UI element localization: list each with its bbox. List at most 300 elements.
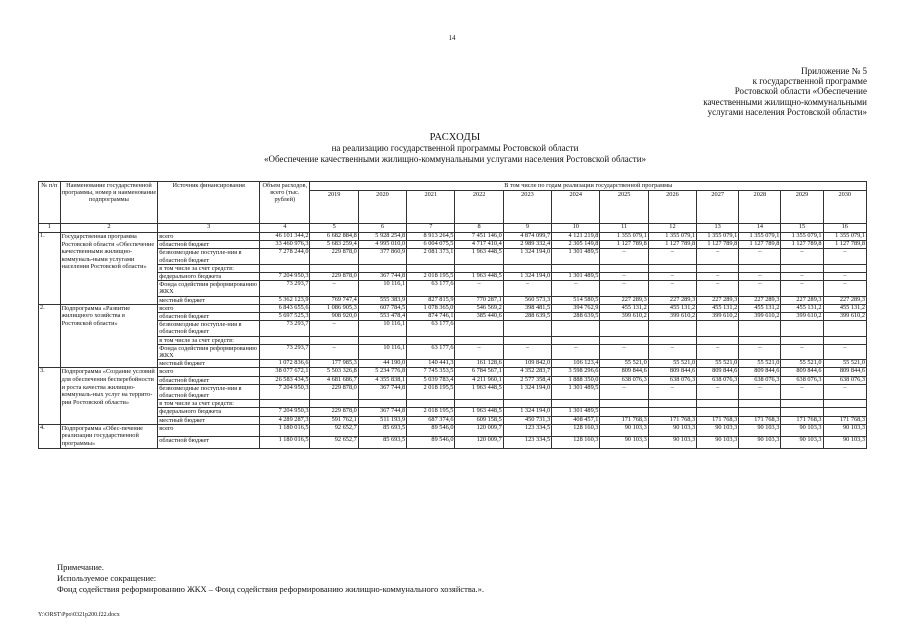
year-cell: 4 211 960,1 bbox=[455, 376, 503, 384]
year-cell bbox=[739, 400, 781, 408]
total-cell: 1 180 016,5 bbox=[260, 436, 310, 448]
year-cell bbox=[823, 400, 866, 408]
year-cell: 455 131,2 bbox=[648, 304, 696, 312]
table-row bbox=[39, 264, 867, 272]
year-cell: 90 103,3 bbox=[739, 424, 781, 436]
year-cell: 44 190,0 bbox=[358, 360, 406, 368]
year-cell: 1 127 789,8 bbox=[823, 241, 866, 249]
column-number: 9 bbox=[503, 224, 551, 233]
year-cell: 63 177,6 bbox=[407, 344, 455, 359]
year-cell: – bbox=[648, 344, 696, 359]
year-cell: 5 039 783,4 bbox=[407, 376, 455, 384]
year-cell: – bbox=[503, 344, 551, 359]
year-cell: 140 441,3 bbox=[407, 360, 455, 368]
year-cell: 1 324 194,0 bbox=[503, 273, 551, 281]
year-cell bbox=[407, 264, 455, 272]
year-cell: – bbox=[823, 384, 866, 399]
year-cell: 377 860,9 bbox=[358, 249, 406, 264]
year-cell bbox=[648, 321, 696, 336]
table-row bbox=[39, 400, 867, 408]
year-cell: 4 352 283,7 bbox=[503, 368, 551, 376]
funding-source: областной бюджет bbox=[158, 313, 260, 321]
year-cell: 560 573,3 bbox=[503, 296, 551, 304]
year-cell: 4 355 838,1 bbox=[358, 376, 406, 384]
year-cell: 90 103,3 bbox=[823, 436, 866, 448]
total-cell: 33 460 976,3 bbox=[260, 241, 310, 249]
year-cell: 90 103,3 bbox=[697, 436, 739, 448]
year-cell: 128 160,3 bbox=[552, 436, 600, 448]
year-cell bbox=[455, 264, 503, 272]
year-cell: 85 693,5 bbox=[358, 424, 406, 436]
year-cell: 1 963 448,5 bbox=[455, 408, 503, 416]
header-year: 2023 bbox=[503, 191, 551, 224]
total-cell: 1 072 836,6 bbox=[260, 360, 310, 368]
year-cell: 546 569,2 bbox=[455, 304, 503, 312]
year-cell: 4 995 010,0 bbox=[358, 241, 406, 249]
year-cell: – bbox=[781, 273, 823, 281]
appendix-line: к государственной программе bbox=[752, 76, 867, 87]
year-cell bbox=[407, 336, 455, 344]
funding-source: областной бюджет bbox=[158, 436, 260, 448]
year-cell: 638 076,3 bbox=[648, 376, 696, 384]
year-cell: 827 815,9 bbox=[407, 296, 455, 304]
year-cell: 398 481,5 bbox=[503, 304, 551, 312]
year-cell: 288 639,5 bbox=[503, 313, 551, 321]
year-cell: – bbox=[552, 281, 600, 296]
year-cell: – bbox=[600, 249, 648, 264]
year-cell bbox=[310, 264, 358, 272]
table-row bbox=[39, 376, 867, 384]
funding-source: безвозмездные поступле-ния в областной бюджет bbox=[158, 249, 260, 264]
year-cell: 90 103,3 bbox=[648, 424, 696, 436]
funding-source: всего bbox=[158, 368, 260, 376]
total-cell: 38 077 672,1 bbox=[260, 368, 310, 376]
program-name: Подпрограмма «Обес-печение реализации государственной программы» bbox=[60, 424, 158, 448]
column-number: 4 bbox=[260, 224, 310, 233]
year-cell: 10 116,1 bbox=[358, 344, 406, 359]
year-cell bbox=[697, 400, 739, 408]
header-year: 2029 bbox=[781, 191, 823, 224]
year-cell: 10 116,1 bbox=[358, 321, 406, 336]
year-cell bbox=[503, 264, 551, 272]
table-row bbox=[39, 273, 867, 281]
year-cell: 90 103,3 bbox=[697, 424, 739, 436]
year-cell bbox=[697, 321, 739, 336]
year-cell: – bbox=[697, 344, 739, 359]
year-cell bbox=[552, 321, 600, 336]
year-cell: 90 103,3 bbox=[600, 436, 648, 448]
header-year: 2026 bbox=[648, 191, 696, 224]
year-cell: 1 355 079,1 bbox=[600, 233, 648, 241]
appendix-line: услугами населения Ростовской области» bbox=[707, 106, 867, 117]
funding-source: всего bbox=[158, 304, 260, 312]
year-cell: 120 009,7 bbox=[455, 436, 503, 448]
table-row bbox=[39, 360, 867, 368]
header-year: 2019 bbox=[310, 191, 358, 224]
column-number: 2 bbox=[60, 224, 158, 233]
year-cell bbox=[310, 400, 358, 408]
header-year: 2028 bbox=[739, 191, 781, 224]
year-cell: – bbox=[600, 384, 648, 399]
table-row bbox=[39, 281, 867, 296]
total-cell bbox=[260, 336, 310, 344]
year-cell: 607 784,5 bbox=[358, 304, 406, 312]
year-cell: 555 383,9 bbox=[358, 296, 406, 304]
total-cell: 5 697 525,3 bbox=[260, 313, 310, 321]
expenditure-table bbox=[38, 181, 867, 449]
total-cell: 26 583 434,5 bbox=[260, 376, 310, 384]
column-number: 1 bbox=[39, 224, 61, 233]
year-cell: 1 127 789,8 bbox=[697, 241, 739, 249]
year-cell bbox=[552, 264, 600, 272]
year-cell: – bbox=[823, 273, 866, 281]
year-cell: 809 844,6 bbox=[739, 368, 781, 376]
year-cell: 1 963 448,5 bbox=[455, 249, 503, 264]
year-cell bbox=[781, 264, 823, 272]
column-number: 8 bbox=[455, 224, 503, 233]
year-cell: 1 127 789,8 bbox=[781, 241, 823, 249]
appendix-line: Приложение № 5 bbox=[801, 66, 867, 76]
year-cell: 5 683 259,4 bbox=[310, 241, 358, 249]
year-cell: 90 103,3 bbox=[648, 436, 696, 448]
year-cell: 1 324 194,0 bbox=[503, 408, 551, 416]
column-number: 16 bbox=[823, 224, 866, 233]
year-cell: – bbox=[823, 249, 866, 264]
header-year: 2020 bbox=[358, 191, 406, 224]
table-row bbox=[39, 249, 867, 264]
year-cell: – bbox=[697, 384, 739, 399]
year-cell: 809 844,6 bbox=[648, 368, 696, 376]
year-cell: 408 457,1 bbox=[552, 416, 600, 424]
year-cell: 769 747,4 bbox=[310, 296, 358, 304]
header-name: Наименование государственной программы, номер и наименование подпрограммы bbox=[60, 182, 158, 224]
year-cell: 455 131,2 bbox=[823, 304, 866, 312]
table-row bbox=[39, 344, 867, 359]
column-number: 7 bbox=[407, 224, 455, 233]
header-source: Источник финансирования bbox=[158, 182, 260, 224]
year-cell: 609 158,5 bbox=[455, 416, 503, 424]
year-cell bbox=[648, 408, 696, 416]
year-cell: 128 160,3 bbox=[552, 424, 600, 436]
year-cell: – bbox=[648, 249, 696, 264]
funding-source: в том числе за счет средств: bbox=[158, 400, 260, 408]
table-row bbox=[39, 424, 867, 436]
year-cell: 109 842,0 bbox=[503, 360, 551, 368]
header-year: 2024 bbox=[552, 191, 600, 224]
note-line: Фонд содействия реформированию ЖКХ – Фонд содействия реформированию жилищно-коммунального хозяйства.». bbox=[57, 584, 485, 594]
year-cell: 55 521,0 bbox=[697, 360, 739, 368]
year-cell: 63 177,6 bbox=[407, 281, 455, 296]
year-cell: 2 305 149,8 bbox=[552, 241, 600, 249]
year-cell bbox=[503, 400, 551, 408]
document-title bbox=[150, 132, 760, 164]
year-cell: 90 103,3 bbox=[739, 436, 781, 448]
year-cell bbox=[310, 336, 358, 344]
year-cell: 171 768,3 bbox=[648, 416, 696, 424]
year-cell: 2 989 332,4 bbox=[503, 241, 551, 249]
year-cell bbox=[648, 264, 696, 272]
year-cell: 2 018 195,5 bbox=[407, 273, 455, 281]
column-number: 15 bbox=[781, 224, 823, 233]
year-cell: 874 746,1 bbox=[407, 313, 455, 321]
year-cell: 399 610,2 bbox=[739, 313, 781, 321]
year-cell: 288 639,5 bbox=[552, 313, 600, 321]
year-cell: – bbox=[739, 384, 781, 399]
notes bbox=[57, 562, 484, 595]
year-cell bbox=[358, 336, 406, 344]
table-row bbox=[39, 384, 867, 399]
row-number: 4. bbox=[39, 424, 61, 448]
year-cell bbox=[823, 336, 866, 344]
year-cell bbox=[600, 264, 648, 272]
year-cell: 1 324 194,0 bbox=[503, 249, 551, 264]
column-number: 11 bbox=[600, 224, 648, 233]
year-cell: – bbox=[739, 344, 781, 359]
year-cell bbox=[697, 336, 739, 344]
year-cell: – bbox=[310, 344, 358, 359]
year-cell: 638 076,3 bbox=[781, 376, 823, 384]
year-cell: 2 018 195,5 bbox=[407, 384, 455, 399]
year-cell: – bbox=[781, 384, 823, 399]
year-cell: 89 546,0 bbox=[407, 436, 455, 448]
year-cell: 367 744,8 bbox=[358, 384, 406, 399]
year-cell: 385 440,6 bbox=[455, 313, 503, 321]
year-cell: 1 324 194,0 bbox=[503, 384, 551, 399]
year-cell: 227 289,3 bbox=[648, 296, 696, 304]
row-number: 2. bbox=[39, 304, 61, 368]
year-cell: 177 985,3 bbox=[310, 360, 358, 368]
year-cell: 638 076,3 bbox=[600, 376, 648, 384]
title-main: РАСХОДЫ bbox=[429, 132, 481, 143]
year-cell bbox=[697, 264, 739, 272]
funding-source: местный бюджет bbox=[158, 360, 260, 368]
year-cell: 1 301 489,5 bbox=[552, 384, 600, 399]
year-cell: 2 018 195,5 bbox=[407, 408, 455, 416]
year-cell: 55 521,0 bbox=[600, 360, 648, 368]
column-number: 5 bbox=[310, 224, 358, 233]
year-cell: 171 768,3 bbox=[781, 416, 823, 424]
year-cell: – bbox=[648, 384, 696, 399]
funding-source: всего bbox=[158, 424, 260, 436]
year-cell: 1 127 789,8 bbox=[739, 241, 781, 249]
year-cell bbox=[739, 336, 781, 344]
year-cell: 809 844,6 bbox=[823, 368, 866, 376]
year-cell: 638 076,3 bbox=[823, 376, 866, 384]
year-cell: 171 768,3 bbox=[600, 416, 648, 424]
appendix-line: Ростовской области «Обеспечение bbox=[734, 86, 867, 97]
year-cell: – bbox=[600, 344, 648, 359]
year-cell: 106 123,4 bbox=[552, 360, 600, 368]
year-cell: 229 878,0 bbox=[310, 273, 358, 281]
year-cell: 92 652,7 bbox=[310, 424, 358, 436]
funding-source: областной бюджет bbox=[158, 376, 260, 384]
year-cell: 770 287,1 bbox=[455, 296, 503, 304]
year-cell bbox=[455, 321, 503, 336]
appendix-heading bbox=[637, 66, 867, 117]
funding-source: в том числе за счет средств: bbox=[158, 336, 260, 344]
program-name: Подпрограмма «Создание условий для обеспечения бесперебойности и роста качества жилищно-коммуналь-ных услуг на террито-рии Ростовской области» bbox=[60, 368, 158, 424]
header-years-group: В том числе по годам реализации государственной программы bbox=[310, 182, 867, 191]
total-cell: 73 293,7 bbox=[260, 281, 310, 296]
year-cell: 229 878,0 bbox=[310, 408, 358, 416]
year-cell: 591 762,1 bbox=[310, 416, 358, 424]
year-cell: 2 081 373,1 bbox=[407, 249, 455, 264]
table-row bbox=[39, 304, 867, 312]
year-cell bbox=[552, 336, 600, 344]
year-cell: 1 301 489,5 bbox=[552, 273, 600, 281]
year-cell bbox=[455, 336, 503, 344]
year-cell: 227 289,3 bbox=[600, 296, 648, 304]
year-cell: – bbox=[600, 281, 648, 296]
year-cell bbox=[358, 264, 406, 272]
year-cell: 399 610,2 bbox=[600, 313, 648, 321]
table-row bbox=[39, 233, 867, 241]
year-cell: – bbox=[600, 273, 648, 281]
file-path: Y:\ORST\Ppo\0321p200.f22.docx bbox=[38, 612, 120, 618]
year-cell bbox=[697, 408, 739, 416]
year-cell: 5 928 254,8 bbox=[358, 233, 406, 241]
total-cell: 7 278 244,0 bbox=[260, 249, 310, 264]
year-cell: 1 963 448,5 bbox=[455, 273, 503, 281]
total-cell: 4 289 287,3 bbox=[260, 416, 310, 424]
year-cell: – bbox=[552, 344, 600, 359]
year-cell: 514 580,5 bbox=[552, 296, 600, 304]
table-row bbox=[39, 313, 867, 321]
year-cell: 92 652,7 bbox=[310, 436, 358, 448]
note-line: Используемое сокращение: bbox=[57, 573, 157, 583]
table-row bbox=[39, 336, 867, 344]
total-cell: 7 204 950,3 bbox=[260, 273, 310, 281]
year-cell: 638 076,3 bbox=[739, 376, 781, 384]
year-cell: 3 598 296,6 bbox=[552, 368, 600, 376]
funding-source: федерального бюджета bbox=[158, 408, 260, 416]
year-cell: 1 355 079,1 bbox=[823, 233, 866, 241]
appendix-line: качественными жилищно-коммунальными bbox=[703, 96, 867, 107]
year-cell: – bbox=[739, 249, 781, 264]
year-cell bbox=[552, 400, 600, 408]
column-number: 6 bbox=[358, 224, 406, 233]
year-cell: 123 334,5 bbox=[503, 436, 551, 448]
year-cell: 687 374,6 bbox=[407, 416, 455, 424]
funding-source: безвозмездные поступле-ния в областной бюджет bbox=[158, 321, 260, 336]
year-cell bbox=[407, 400, 455, 408]
year-cell: 171 768,3 bbox=[697, 416, 739, 424]
year-cell: 1 355 079,1 bbox=[781, 233, 823, 241]
year-cell: 4 681 686,7 bbox=[310, 376, 358, 384]
year-cell: 1 888 350,0 bbox=[552, 376, 600, 384]
year-cell: 55 521,0 bbox=[781, 360, 823, 368]
header-volume: Объем расходов, всего (тыс. рублей) bbox=[260, 182, 310, 224]
year-cell bbox=[823, 321, 866, 336]
year-cell: 2 577 358,4 bbox=[503, 376, 551, 384]
year-cell: 1 301 489,5 bbox=[552, 408, 600, 416]
funding-source: местный бюджет bbox=[158, 416, 260, 424]
total-cell: 1 180 016,5 bbox=[260, 424, 310, 436]
year-cell: 1 301 489,5 bbox=[552, 249, 600, 264]
year-cell bbox=[648, 400, 696, 408]
year-cell bbox=[739, 321, 781, 336]
program-name: Государственная программа Ростовской области «Обеспечение качественными жилищно-коммуналь-ными услугами населения Ростовской области» bbox=[60, 233, 158, 305]
funding-source: в том числе за счет средств: bbox=[158, 264, 260, 272]
year-cell: 4 121 219,8 bbox=[552, 233, 600, 241]
year-cell: 5 503 326,8 bbox=[310, 368, 358, 376]
header-year: 2022 bbox=[455, 191, 503, 224]
column-number: 13 bbox=[697, 224, 739, 233]
table-row bbox=[39, 408, 867, 416]
year-cell bbox=[781, 408, 823, 416]
year-cell: – bbox=[648, 281, 696, 296]
year-cell: 55 521,0 bbox=[648, 360, 696, 368]
year-cell: – bbox=[781, 281, 823, 296]
year-cell: 90 103,3 bbox=[823, 424, 866, 436]
year-cell: 399 610,2 bbox=[781, 313, 823, 321]
year-cell: 1 127 789,8 bbox=[648, 241, 696, 249]
page-number: 14 bbox=[448, 34, 456, 42]
year-cell: – bbox=[739, 273, 781, 281]
year-cell bbox=[358, 400, 406, 408]
year-cell bbox=[503, 336, 551, 344]
year-cell: 7 745 353,5 bbox=[407, 368, 455, 376]
year-cell: – bbox=[648, 273, 696, 281]
year-cell: 1 086 905,3 bbox=[310, 304, 358, 312]
table-row bbox=[39, 368, 867, 376]
year-cell: 511 193,9 bbox=[358, 416, 406, 424]
year-cell: 55 521,0 bbox=[823, 360, 866, 368]
year-cell bbox=[648, 336, 696, 344]
year-cell: 553 478,4 bbox=[358, 313, 406, 321]
year-cell: 809 844,6 bbox=[697, 368, 739, 376]
year-cell: 161 128,6 bbox=[455, 360, 503, 368]
table-row bbox=[39, 321, 867, 336]
year-cell: – bbox=[781, 249, 823, 264]
year-cell: 399 610,2 bbox=[697, 313, 739, 321]
year-cell bbox=[739, 264, 781, 272]
year-cell: 455 131,2 bbox=[781, 304, 823, 312]
year-cell: 1 078 365,0 bbox=[407, 304, 455, 312]
column-number: 12 bbox=[648, 224, 696, 233]
year-cell: 4 874 099,7 bbox=[503, 233, 551, 241]
year-cell: 90 103,3 bbox=[600, 424, 648, 436]
total-cell: 5 362 123,9 bbox=[260, 296, 310, 304]
year-cell: 227 289,3 bbox=[739, 296, 781, 304]
year-cell: 455 131,2 bbox=[739, 304, 781, 312]
header-num: № п/п bbox=[39, 182, 61, 224]
year-cell: 367 744,8 bbox=[358, 408, 406, 416]
year-cell: 63 177,6 bbox=[407, 321, 455, 336]
year-cell bbox=[600, 336, 648, 344]
year-cell: 455 131,2 bbox=[600, 304, 648, 312]
title-line-2: на реализацию государственной программы Ростовской области bbox=[331, 143, 579, 153]
total-cell: 7 204 950,3 bbox=[260, 408, 310, 416]
header-year: 2030 bbox=[823, 191, 866, 224]
year-cell: 229 878,0 bbox=[310, 384, 358, 399]
year-cell: 908 920,0 bbox=[310, 313, 358, 321]
title-line-3: «Обеспечение качественными жилищно-коммунальными услугами населения Ростовской области» bbox=[263, 153, 647, 164]
year-cell: 4 717 410,4 bbox=[455, 241, 503, 249]
year-cell: – bbox=[455, 344, 503, 359]
year-cell: 450 731,3 bbox=[503, 416, 551, 424]
year-cell bbox=[739, 408, 781, 416]
year-cell: 171 768,3 bbox=[739, 416, 781, 424]
year-cell bbox=[781, 400, 823, 408]
table-row bbox=[39, 241, 867, 249]
funding-source: местный бюджет bbox=[158, 296, 260, 304]
total-cell: 46 101 344,2 bbox=[260, 233, 310, 241]
year-cell: 90 103,3 bbox=[781, 436, 823, 448]
year-cell bbox=[503, 321, 551, 336]
funding-source: всего bbox=[158, 233, 260, 241]
year-cell: 1 355 079,1 bbox=[697, 233, 739, 241]
